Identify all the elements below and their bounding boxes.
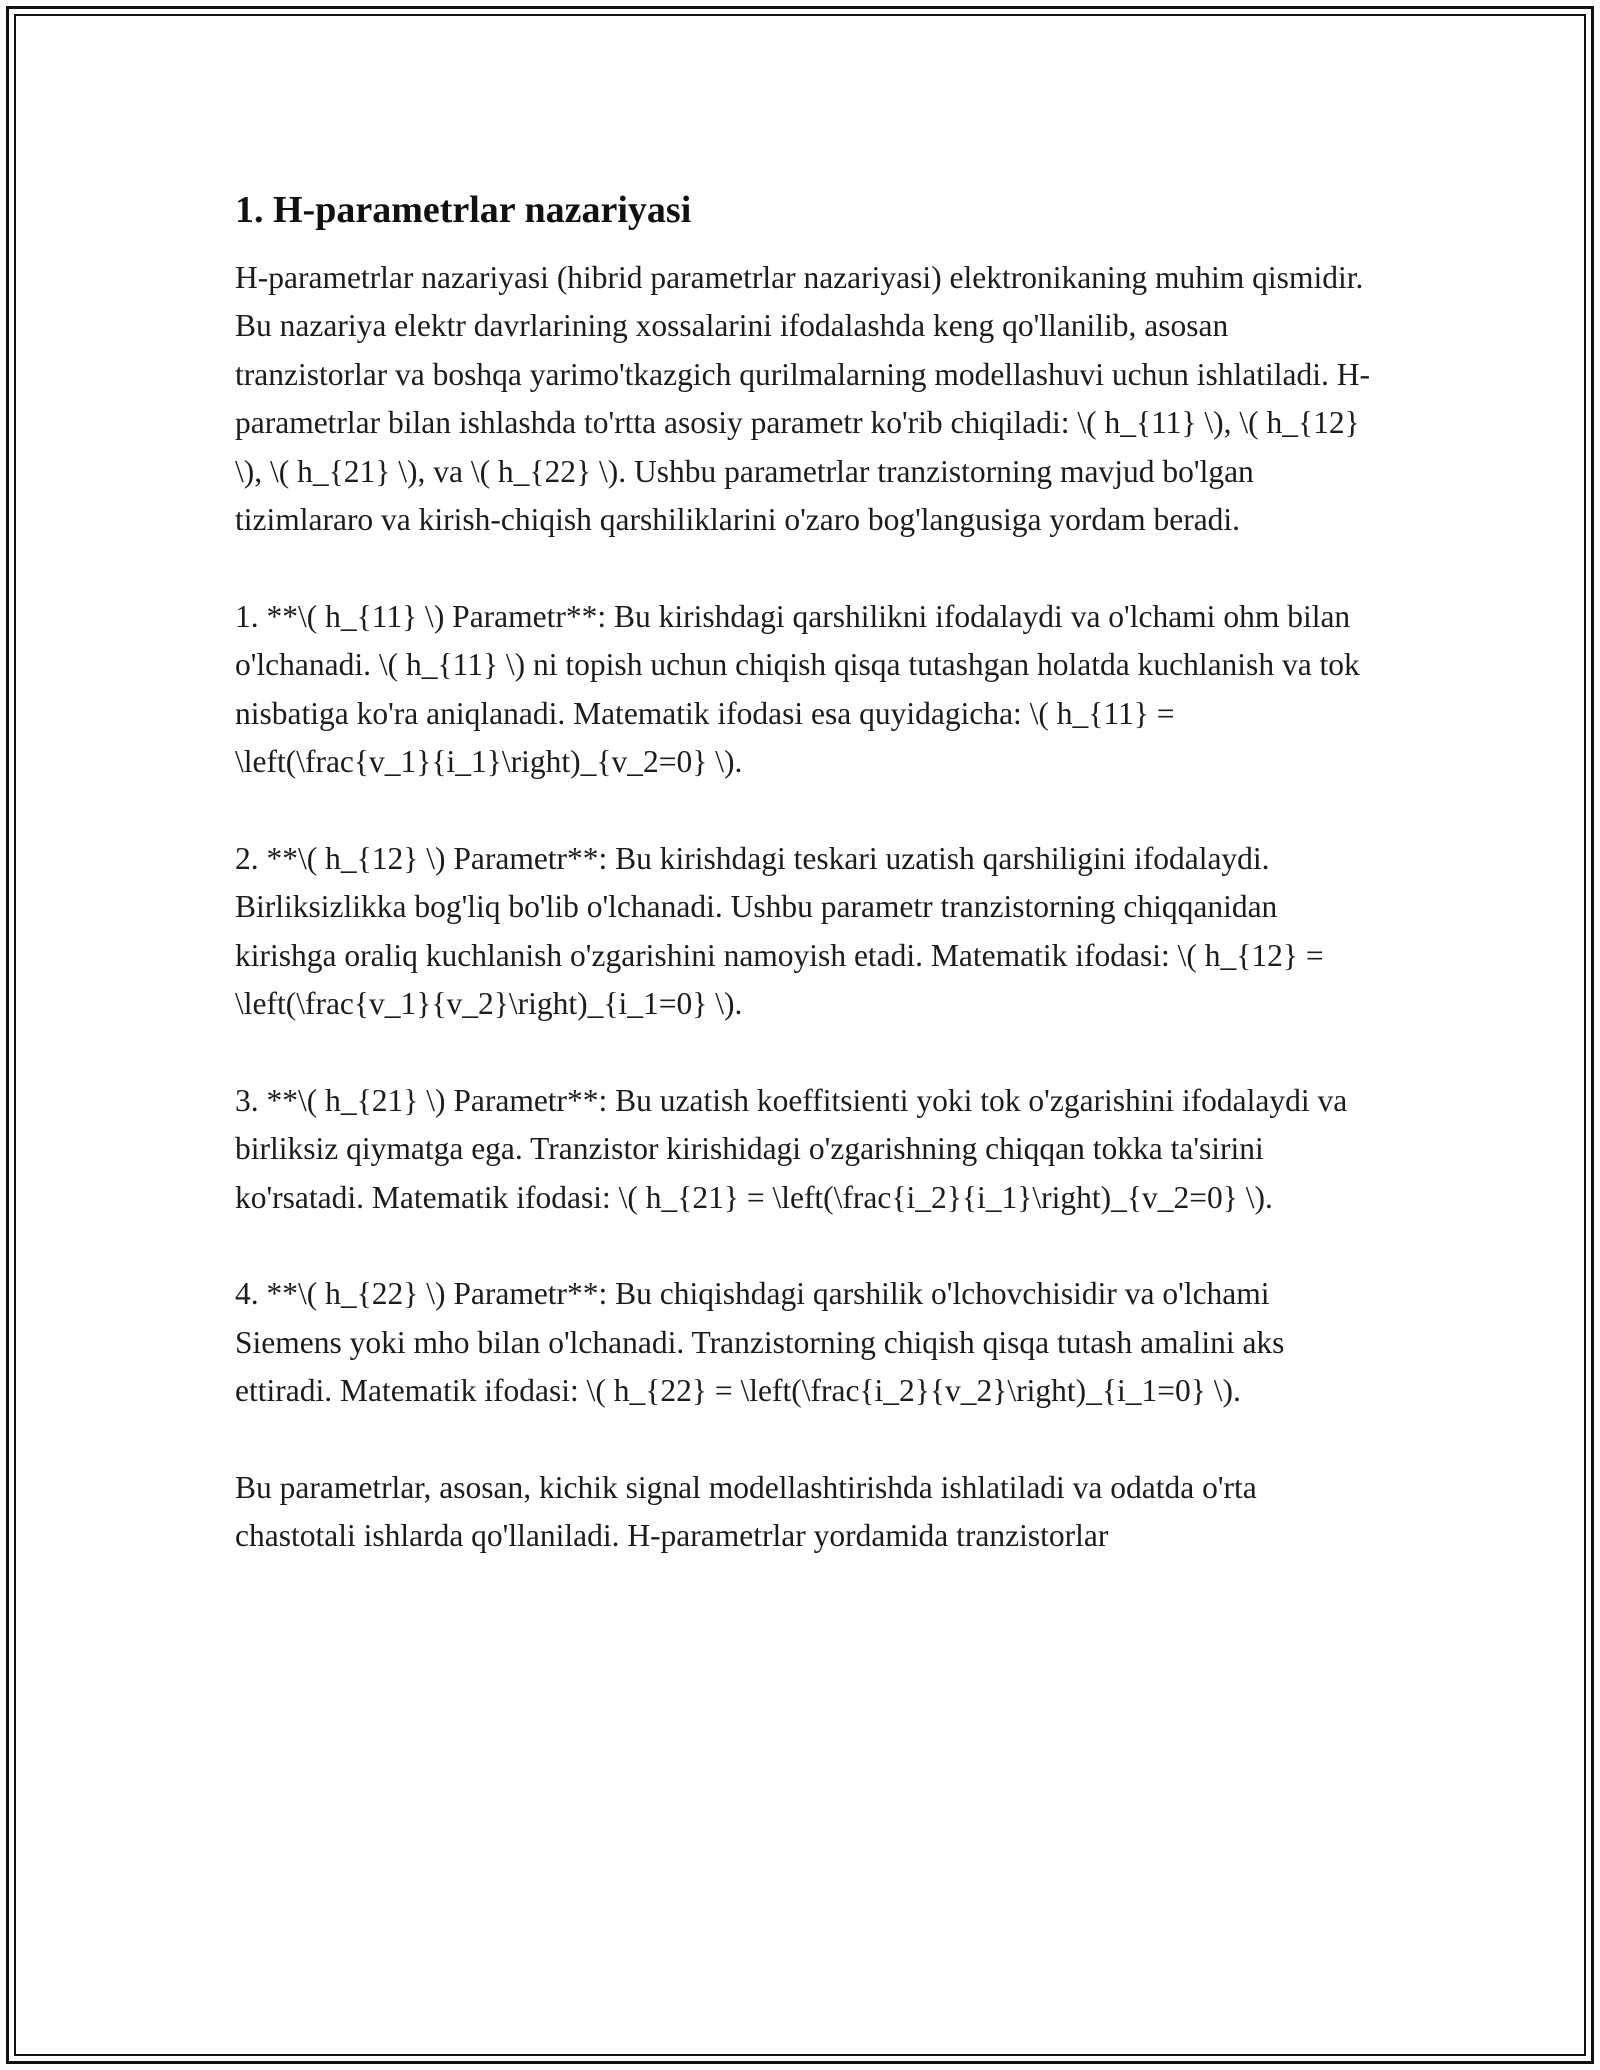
h12-paragraph: 2. **\( h_{12} \) Parametr**: Bu kirishdagi teskari uzatish qarshiligini ifodalaydi. Birliksizlikka bog'liq bo'lib o'lchanadi. Ushbu parametr tranzistorning chiqqanidan kirishga oraliq kuchlanish o'zgarishini namoyish etadi. Matematik ifodasi: \( h_{12} = \left(\frac{v_1}{v_2}\right)_{i_1=0} \). <box>235 840 1324 1022</box>
intro-paragraph: H-parametrlar nazariyasi (hibrid parametrlar nazariyasi) elektronikaning muhim qismidir. Bu nazariya elektr davrlarining xossalarini ifodalashda keng qo'llanilib, asosan tranzistorlar va boshqa yarimo'tkazgich qurilmalarning modellashuvi uchun ishlatiladi. H-parametrlar bilan ishlashda to'rtta asosiy parametr ko'rib chiqiladi: \( h_{11} \), \( h_{12} \), \( h_{21} \), va \( h_{22} \). Ushbu parametrlar tranzistorning mavjud bo'lgan tizimlararo va kirish-chiqish qarshiliklarini o'zaro bog'langusiga yordam beradi. <box>235 260 1370 538</box>
h22-paragraph: 4. **\( h_{22} \) Parametr**: Bu chiqishdagi qarshilik o'lchovchisidir va o'lchami Siemens yoki mho bilan o'lchanadi. Tranzistorning chiqish qisqa tutash amalini aks ettiradi. Matematik ifodasi: \( h_{22} = \left(\frac{i_2}{v_2}\right)_{i_1=0} \). <box>235 1276 1285 1409</box>
section-title: 1. H-parametrlar nazariyasi <box>235 189 692 231</box>
document-body <box>235 186 1375 1609</box>
h21-paragraph: 3. **\( h_{21} \) Parametr**: Bu uzatish koeffitsienti yoki tok o'zgarishini ifodalaydi va birliksiz qiymatga ega. Tranzistor kirishidagi o'zgarishning chiqqan tokka ta'sirini ko'rsatadi. Matematik ifodasi: \( h_{21} = \left(\frac{i_2}{i_1}\right)_{v_2=0} \). <box>235 1082 1348 1215</box>
closing-paragraph: Bu parametrlar, asosan, kichik signal modellashtirishda ishlatiladi va odatda o'rta chastotali ishlarda qo'llaniladi. H-parametrlar yordamida tranzistorlar <box>235 1470 1257 1554</box>
h11-paragraph: 1. **\( h_{11} \) Parametr**: Bu kirishdagi qarshilikni ifodalaydi va o'lchami ohm bilan o'lchanadi. \( h_{11} \) ni topish uchun chiqish qisqa tutashgan holatda kuchlanish va tok nisbatiga ko'ra aniqlanadi. Matematik ifodasi esa quyidagicha: \( h_{11} = \left(\frac{v_1}{i_1}\right)_{v_2=0} \). <box>235 598 1360 780</box>
